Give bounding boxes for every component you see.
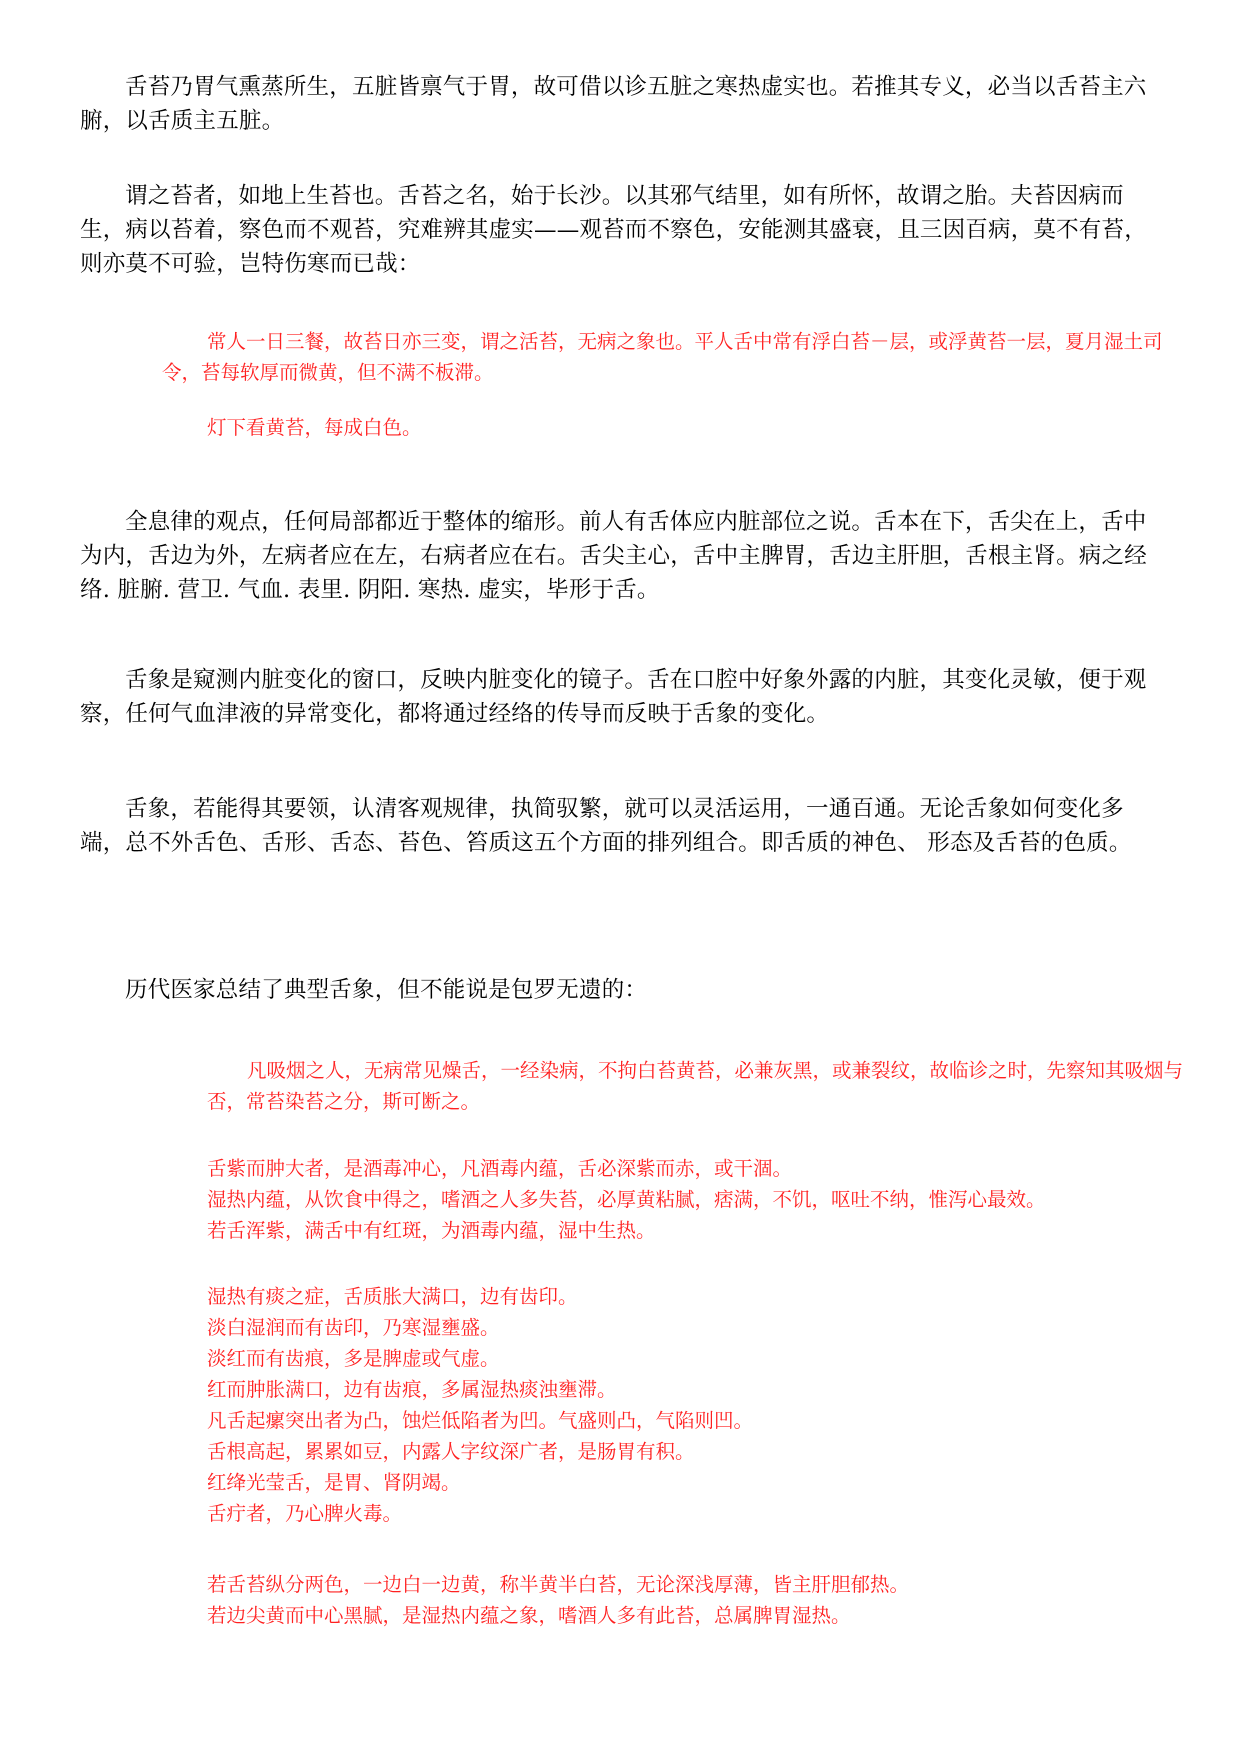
quote-line: 若舌浑紫，满舌中有红斑，为酒毒内蕴，湿中生热。 xyxy=(207,1219,656,1242)
quote-group-tooth-marks xyxy=(207,1281,1182,1529)
quote-line: 红而肿胀满口，边有齿痕，多属湿热痰浊壅滞。 xyxy=(207,1378,617,1401)
quote-normal-coating: 常人一日三餐，故苔日亦三变，谓之活苔，无病之象也。平人舌中常有浮白苔－层，或浮黄苔一层，夏月湿土司令，苔每软厚而微黄，但不满不板滞。 xyxy=(162,330,1163,384)
quote-line: 红绛光莹舌，是胃、肾阴竭。 xyxy=(207,1471,461,1494)
quote-group-split-coating xyxy=(207,1569,1182,1631)
paragraph-coating-definition: 谓之苔者，如地上生苔也。舌苔之名，始于长沙。以其邪气结里，如有所怀，故谓之胎。夫苔因病而生，病以苔着，察色而不观苔，究难辨其虚实——观苔而不察色，安能测其盛衰，且三因百病，莫不有苔，则亦莫不可验，岂特伤寒而已哉： xyxy=(80,183,1147,277)
quote-group-alcohol xyxy=(207,1153,1182,1246)
quote-line: 舌根高起，累累如豆，内露人字纹深广者，是肠胃有积。 xyxy=(207,1440,695,1463)
quote-line: 湿热有痰之症，舌质胀大满口，边有齿印。 xyxy=(207,1285,578,1308)
quote-line: 湿热内蕴，从饮食中得之，嗜酒之人多失苔，必厚黄粘腻，痞满，不饥，呕吐不纳，惟泻心最效。 xyxy=(207,1188,1046,1211)
quote-line: 凡舌起瘰突出者为凸，蚀烂低陷者为凹。气盛则凸，气陷则凹。 xyxy=(207,1409,754,1432)
paragraph-tongue-essentials: 舌象，若能得其要领，认清客观规律，执简驭繁，就可以灵活运用，一通百通。无论舌象如何变化多端，总不外舌色、舌形、舌态、苔色、笞质这五个方面的排列组合。即舌质的神色、 形态及舌苔的色质。 xyxy=(80,796,1132,856)
quote-line: 淡红而有齿痕，多是脾虚或气虚。 xyxy=(207,1347,500,1370)
quote-line: 淡白湿润而有齿印，乃寒湿壅盛。 xyxy=(207,1316,500,1339)
quote-line: 若舌苔纵分两色，一边白一边黄，称半黄半白苔，无论深浅厚薄，皆主肝胆郁热。 xyxy=(207,1573,910,1596)
paragraph-classic-summary: 历代医家总结了典型舌象，但不能说是包罗无遗的： xyxy=(125,977,648,1003)
quote-line: 舌疔者，乃心脾火毒。 xyxy=(207,1502,403,1525)
quote-line: 若边尖黄而中心黑腻，是湿热内蕴之象，嗜酒人多有此苔，总属脾胃湿热。 xyxy=(207,1604,851,1627)
paragraph-tongue-coating-origin: 舌苔乃胃气熏蒸所生，五脏皆禀气于胃，故可借以诊五脏之寒热虚实也。若推其专义，必当以舌苔主六腑，以舌质主五脏。 xyxy=(80,74,1147,134)
paragraph-holographic-view: 全息律的观点，任何局部都近于整体的缩形。前人有舌体应内脏部位之说。舌本在下，舌尖在上，舌中为内，舌边为外，左病者应在左，右病者应在右。舌尖主心，舌中主脾胃，舌边主肝胆，舌根主肾。病之经络. 脏腑. 营卫. 气血. 表里. 阴阳. 寒热. 虚实，毕形于舌。 xyxy=(80,509,1147,603)
quote-line: 舌紫而肿大者，是酒毒冲心，凡酒毒内蕴，舌必深紫而赤，或干涸。 xyxy=(207,1157,793,1180)
paragraph-tongue-window: 舌象是窥测内脏变化的窗口，反映内脏变化的镜子。舌在口腔中好象外露的内脏，其变化灵敏，便于观察，任何气血津液的异常变化，都将通过经络的传导而反映于舌象的变化。 xyxy=(80,667,1147,727)
quote-smoker-tongue: 凡吸烟之人，无病常见燥舌，一经染病，不拘白苔黄苔，必兼灰黑，或兼裂纹，故临诊之时，先察知其吸烟与否，常苔染苔之分，斯可断之。 xyxy=(207,1059,1184,1113)
quote-lamp-light: 灯下看黄苔，每成白色。 xyxy=(207,416,422,439)
